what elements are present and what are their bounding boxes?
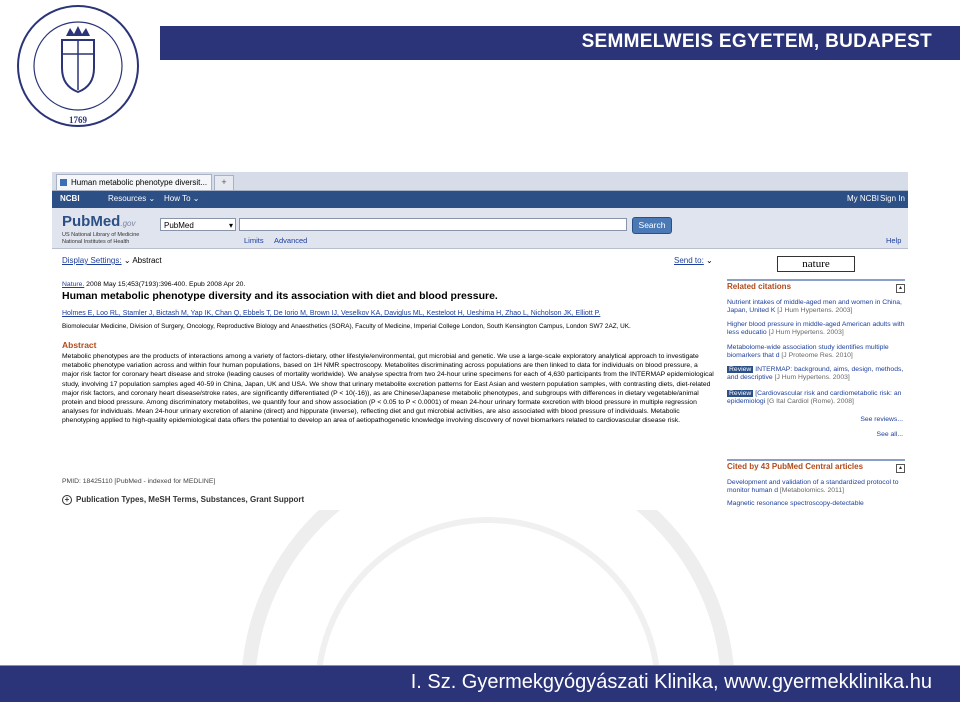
collapse-icon[interactable]: ▴ — [896, 464, 905, 473]
university-seal-logo — [10, 2, 146, 132]
pmid-line: PMID: 18425110 [PubMed - indexed for MEDLINE] — [62, 478, 216, 485]
related-citation-item[interactable]: Higher blood pressure in middle-aged American adults with less educatio [J Hum Hypertens. 2003] — [727, 321, 905, 337]
pubmed-search-bar — [52, 208, 908, 249]
publication-types-toggle[interactable]: + Publication Types, MeSH Terms, Substances, Grant Support — [62, 495, 304, 505]
chevron-down-icon: ⌄ — [192, 194, 200, 203]
affiliation: Biomolecular Medicine, Division of Surgery, Oncology, Reproductive Biology and Anaesthetics (SORA), Faculty of Medicine, Imperial College London, South Kensington Campus, London SW7 2AZ, UK. — [62, 323, 631, 330]
tab-bar — [52, 172, 908, 191]
cited-by-item[interactable]: Magnetic resonance spectroscopy-detectable — [727, 500, 864, 507]
related-citation-item[interactable]: Review INTERMAP: background, aims, design, methods, and descriptive [J Hum Hypertens. 2003] — [727, 366, 904, 382]
university-title: SEMMELWEIS EGYETEM, BUDAPEST — [581, 31, 932, 52]
browser-tab[interactable] — [56, 174, 212, 190]
my-ncbi-link[interactable]: My NCBI — [847, 194, 879, 203]
cited-by-heading: Cited by 43 PubMed Central articles ▴ — [727, 459, 905, 471]
svg-text:1769: 1769 — [69, 115, 87, 125]
related-citation-item[interactable]: Nutrient intakes of middle-aged men and women in China, Japan, United K [J Hum Hypertens. 2003] — [727, 299, 902, 315]
review-badge: Review — [729, 366, 752, 373]
send-to-menu[interactable]: Send to: ⌄ — [674, 256, 713, 265]
search-button[interactable]: Search — [632, 217, 672, 234]
article-title: Human metabolic phenotype diversity and its association with diet and blood pressure. — [62, 290, 498, 302]
see-all-link[interactable]: See all... — [876, 431, 903, 438]
display-settings[interactable]: Display Settings: ⌄ Abstract — [62, 256, 162, 265]
nature-publisher-logo[interactable]: nature — [777, 256, 855, 272]
chevron-down-icon: ⌄ — [148, 194, 156, 203]
resources-menu[interactable]: Resources ⌄ — [108, 194, 156, 203]
ncbi-bar — [52, 191, 908, 208]
browser-window — [52, 172, 908, 510]
nlm-subtitle: US National Library of Medicine National Institutes of Health — [62, 232, 140, 245]
expand-icon: + — [62, 495, 72, 505]
related-citations-heading: Related citations ▴ — [727, 279, 905, 291]
tab-title: Human metabolic phenotype diversit... — [71, 178, 208, 187]
top-banner — [160, 26, 960, 60]
howto-menu[interactable]: How To ⌄ — [164, 194, 200, 203]
chevron-down-icon: ⌄ — [706, 256, 713, 265]
abstract-text: Metabolic phenotypes are the products of interactions among a variety of factors-dietary, other lifestyle/environmental, gut microbial and genetic. We use a large-scale exploratory analytical approach to investigate metabolic phenotype variation across and within four human populations, based on 1H NMR spectroscopy. Metabolites discriminating across populations are then linked to data for individuals on blood pressure, a major risk factor for coronary heart disease and stroke (leading causes of mortality worldwide). We analyse spectra from two 24-hour urine specimens for each of 4,630 participants from the INTERMAP epidemiological study, involving 17 population samples aged 40-59 in China, Japan, UK and USA. We show that urinary metabolite excretion patterns for East Asian and western population samples, with contrasting diets, diet-related major risk factors, and coronary heart disease/stroke rates, are significantly differentiated (P < 10(-16)), as are Chinese/Japanese metabolic phenotypes, and subgroups with differences in dietary vegetable/animal protein and blood pressure. Among discriminatory metabolites, we quantify four and show association (P < 0.05 to P < 0.0001) of mean 24-hour urinary formate excretion with blood pressure in multiple regression analyses for individuals. Mean 24-hour urinary excretion of alanine (direct) and hippurate (inverse), reflecting diet and gut microbial activities, are also associated with blood pressure of individuals. Metabolic phenotyping applied to high-quality epidemiological data offers the potential to develop an area of aetiopathogenetic knowledge involving discovery of novel biomarkers related to cardiovascular disease risk. — [62, 353, 714, 425]
advanced-link[interactable]: Advanced — [274, 236, 308, 245]
related-citation-item[interactable]: Review [Cardiovascular risk and cardiometabolic risk: an epidemiologi [G Ital Cardiol (Rome). 2008] — [727, 390, 902, 406]
help-link[interactable]: Help — [886, 236, 902, 245]
related-citation-item[interactable]: Metabolome-wide association study identifies multiple biomarkers that d [J Proteome Res. 2010] — [727, 344, 889, 360]
search-input[interactable] — [239, 218, 627, 231]
sign-in-link[interactable]: Sign In — [880, 194, 905, 203]
review-badge: Review — [729, 390, 752, 397]
limits-link[interactable]: Limits — [244, 236, 264, 245]
journal-link[interactable]: Nature. — [62, 281, 85, 288]
abstract-heading: Abstract — [62, 340, 97, 350]
cited-by-item[interactable]: Development and validation of a standardized protocol to monitor human d [Metabolomics. 2011] — [727, 479, 899, 495]
new-tab-button[interactable]: + — [214, 175, 234, 191]
ncbi-logo[interactable]: NCBI — [60, 194, 80, 203]
database-select[interactable]: PubMed ▾ — [160, 218, 236, 231]
collapse-icon[interactable]: ▴ — [896, 284, 905, 293]
see-reviews-link[interactable]: See reviews... — [860, 416, 903, 423]
bottom-banner — [0, 665, 960, 702]
clinic-title: I. Sz. Gyermekgyógyászati Klinika, www.gyermekklinika.hu — [410, 671, 932, 693]
pubmed-logo[interactable]: PubMed.gov — [62, 213, 136, 230]
author-list[interactable]: Holmes E, Loo RL, Stamler J, Bictash M, Yap IK, Chan Q, Ebbels T, De Iorio M, Brown IJ, Veselkov KA, Daviglus ML, Kesteloot H, Ueshima H, Zhao L, Nicholson JK, Elliott P. — [62, 310, 601, 317]
favicon-icon — [60, 179, 67, 186]
citation-line: Nature. 2008 May 15;453(7193):396-400. Epub 2008 Apr 20. — [62, 281, 246, 288]
chevron-down-icon: ⌄ — [123, 256, 131, 265]
